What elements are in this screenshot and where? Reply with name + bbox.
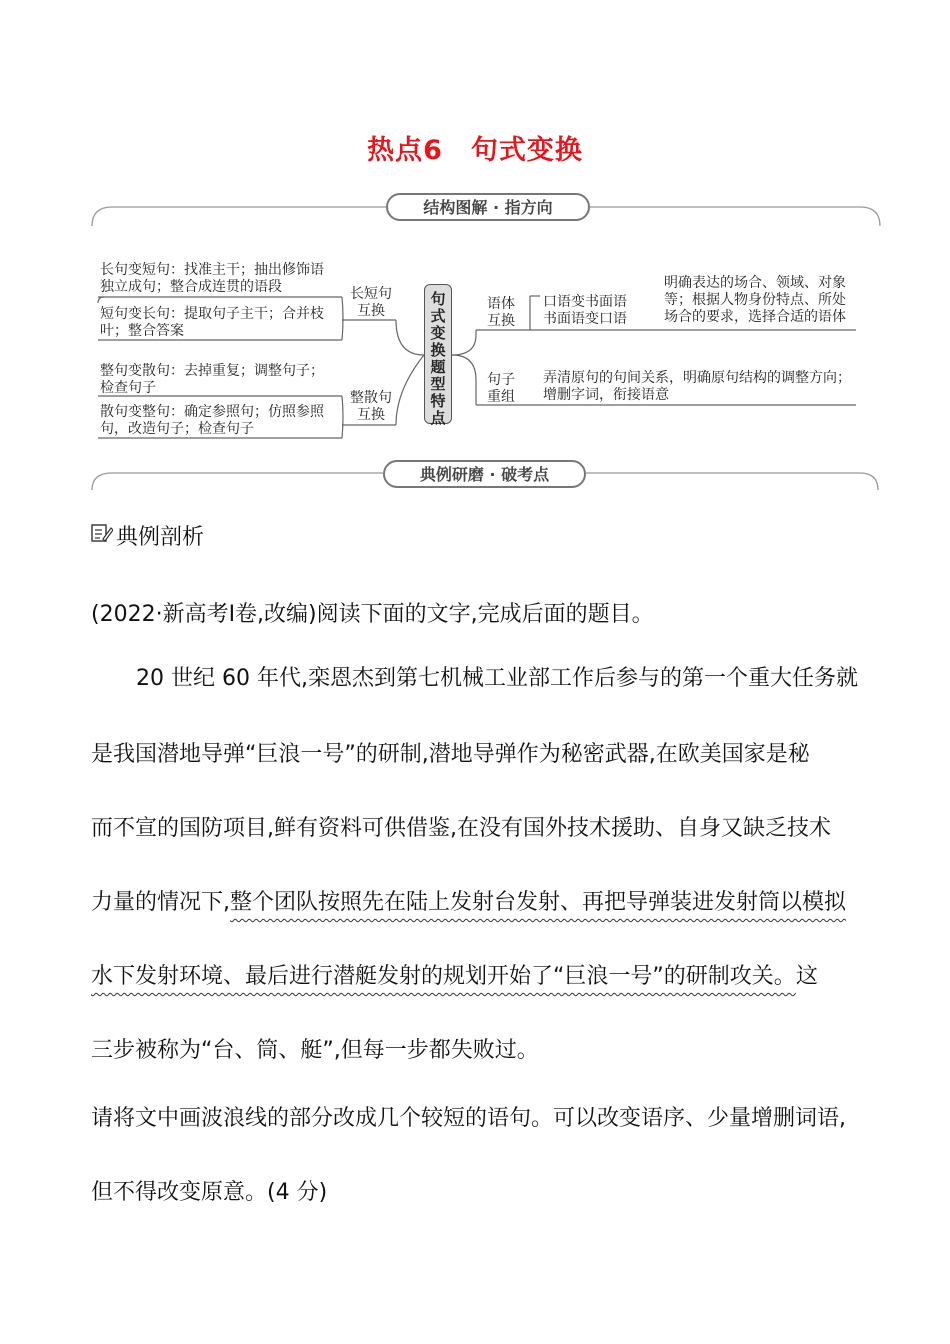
note-edit-icon — [91, 523, 113, 543]
mindmap-item: 短句变长句：提取句子主干；合并枝 叶；整合答案 — [100, 306, 324, 339]
passage-line: 20 世纪 60 年代,栾恩杰到第七机械工业部工作后参与的第一个重大任务就 — [136, 666, 858, 691]
mindmap-item: 整句变散句：去掉重复；调整句子； 检查句子 — [100, 363, 324, 396]
section-label-examples: 典例研磨 · 破考点 — [383, 460, 586, 488]
mindmap-branch-label: 句子 重组 — [487, 372, 515, 405]
mindmap-branch-label: 长短句 互换 — [350, 286, 392, 319]
passage-line: 三步被称为“台、筒、艇”,但每一步都失败过。 — [91, 1038, 539, 1063]
question-line: 请将文中画波浪线的部分改成几个较短的语句。可以改变语序、少量增删词语, — [91, 1106, 846, 1131]
mindmap-item: 口语变书面语 书面语变口语 — [543, 294, 627, 327]
mindmap-branch-label: 语体 互换 — [487, 296, 515, 329]
passage-line: 水下发射环境、最后进行潜艇发射的规划开始了“巨浪一号”的研制攻关。这 — [91, 964, 818, 989]
mindmap-item: 弄清原句的句间关系，明确原句结构的调整方向； 增删字词，衔接语意 — [543, 370, 851, 403]
diagram-lines — [0, 0, 950, 520]
section-label-structure: 结构图解 · 指方向 — [386, 193, 590, 221]
mindmap-center: 句 式 变 换 题 型 特 点 — [424, 284, 452, 424]
passage-line: 力量的情况下,整个团队按照先在陆上发射台发射、再把导弹装进发射筒以模拟 — [91, 890, 847, 915]
page-title: 热点6 句式变换 — [367, 135, 583, 166]
mindmap-branch-label: 整散句 互换 — [350, 390, 392, 423]
passage-line: 是我国潜地导弹“巨浪一号”的研制,潜地导弹作为秘密武器,在欧美国家是秘 — [91, 742, 810, 767]
passage-line: 而不宣的国防项目,鲜有资料可供借鉴,在没有国外技术援助、自身又缺乏技术 — [91, 816, 831, 841]
source-line: (2022·新高考Ⅰ卷,改编)阅读下面的文字,完成后面的题目。 — [91, 602, 654, 627]
mindmap-item: 散句变整句：确定参照句；仿照参照 句，改造句子；检查句子 — [100, 404, 324, 437]
example-heading: 典例剖析 — [116, 525, 205, 550]
question-line: 但不得改变原意。(4 分) — [91, 1180, 328, 1205]
wavy-underlined-text: 水下发射环境、最后进行潜艇发射的规划开始了“巨浪一号”的研制攻关。 — [91, 964, 796, 989]
mindmap-item: 明确表达的场合、领域、对象 等；根据人物身份特点、所处 场合的要求，选择合适的语体 — [664, 275, 846, 325]
mindmap-item: 长句变短句：找准主干；抽出修饰语 独立成句；整合成连贯的语段 — [100, 262, 324, 295]
wavy-underlined-text: 整个团队按照先在陆上发射台发射、再把导弹装进发射筒以模拟 — [230, 890, 847, 915]
